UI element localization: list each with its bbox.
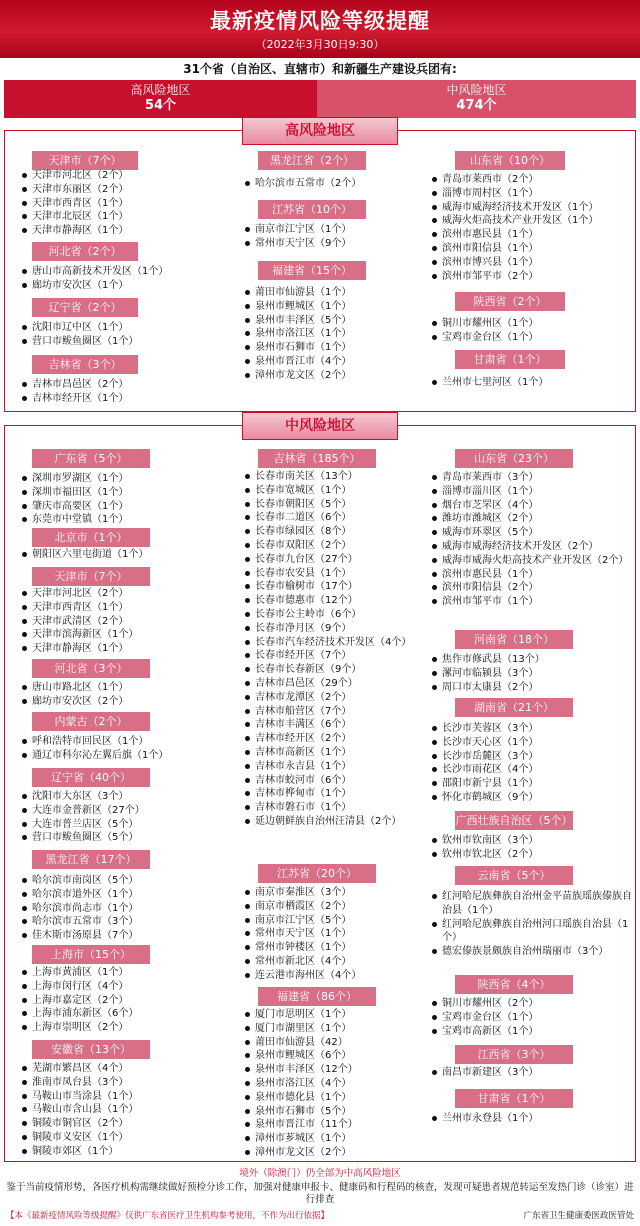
- list-item: 天津市河北区（2个）: [22, 587, 212, 601]
- list-item: 长春市净月区（9个）: [245, 622, 440, 636]
- mid-province-上海市: 上海市（15个）: [32, 945, 150, 964]
- list-item: 南京市秦淮区（3个）: [245, 886, 440, 900]
- list-item: 长春市南关区（13个）: [245, 470, 440, 484]
- list-item: 铜川市耀州区（1个）: [432, 317, 632, 331]
- list-item: 铜陵市义安区（1个）: [22, 1131, 212, 1145]
- mid-province-江苏省: 江苏省（20个）: [258, 864, 376, 883]
- high-area-list: [22, 378, 212, 406]
- list-item: 长春市榆树市（17个）: [245, 580, 440, 594]
- mid-province-黑龙江省: 黑龙江省（17个）: [32, 850, 150, 869]
- mid-risk-count: 474个: [456, 98, 497, 113]
- list-item: 淮南市凤台县（3个）: [22, 1076, 212, 1090]
- mid-area-list: [245, 886, 440, 983]
- list-item: 哈尔滨市尚志市（1个）: [22, 902, 212, 916]
- list-item: 吉林市永吉县（1个）: [245, 760, 440, 774]
- list-item: 长春市德惠市（12个）: [245, 594, 440, 608]
- footer: [6, 1209, 634, 1223]
- list-item: 朝阳区六里屯街道（1个）: [22, 548, 212, 562]
- mid-province-吉林省: 吉林省（185个）: [258, 449, 376, 468]
- list-item: 吉林市经开区（1个）: [22, 392, 212, 406]
- list-item: 滨州市邹平市（2个）: [432, 270, 632, 284]
- list-item: 厦门市思明区（1个）: [245, 1008, 440, 1022]
- mid-area-list: [22, 548, 212, 562]
- high-area-list: [22, 321, 212, 349]
- list-item: 长春市朝阳区（5个）: [245, 498, 440, 512]
- list-item: 宝鸡市金台区（1个）: [432, 331, 632, 345]
- high-province-甘肃省: 甘肃省（1个）: [455, 350, 565, 369]
- list-item: 连云港市海州区（4个）: [245, 969, 440, 983]
- list-item: 青岛市莱西市（3个）: [432, 471, 632, 485]
- list-item: 滨州市邹平市（1个）: [432, 595, 632, 609]
- list-item: 唐山市高新技术开发区（1个）: [22, 265, 212, 279]
- list-item: 烟台市芝罘区（4个）: [432, 499, 632, 513]
- mid-province-广西壮族自治区: 广西壮族自治区（5个）: [455, 811, 573, 830]
- mid-province-山东省: 山东省（23个）: [455, 449, 573, 468]
- mid-area-list: [432, 653, 632, 694]
- list-item: 泉州市石狮市（5个）: [245, 1105, 440, 1119]
- list-item: 吉林市经开区（2个）: [245, 732, 440, 746]
- list-item: 泉州市石狮市（1个）: [245, 341, 440, 355]
- mid-area-list: [22, 472, 212, 527]
- list-item: 周口市太康县（2个）: [432, 681, 632, 695]
- list-item: 焦作市修武县（13个）: [432, 653, 632, 667]
- list-item: 常州市天宁区（9个）: [245, 237, 440, 251]
- mid-province-河南省: 河南省（18个）: [455, 630, 573, 649]
- list-item: 天津市河北区（2个）: [22, 169, 212, 183]
- high-risk-count-box: [4, 80, 317, 118]
- list-item: 佳木斯市汤原县（7个）: [22, 929, 212, 943]
- mid-province-广东省: 广东省（5个）: [32, 449, 150, 468]
- list-item: 大连市金普新区（27个）: [22, 804, 212, 818]
- list-item: 吉林市蛟河市（6个）: [245, 774, 440, 788]
- mid-area-list: [432, 722, 632, 805]
- mid-province-云南省: 云南省（5个）: [455, 866, 573, 885]
- list-item: 哈尔滨市南岗区（5个）: [22, 874, 212, 888]
- high-province-福建省: 福建省（15个）: [258, 261, 366, 280]
- list-item: 泉州市鲤城区（1个）: [245, 300, 440, 314]
- list-item: 天津市东丽区（2个）: [22, 183, 212, 197]
- list-item: 长春市汽车经济技术开发区（4个）: [245, 636, 440, 650]
- mid-province-内蒙古: 内蒙古（2个）: [32, 712, 150, 731]
- list-item: 滨州市惠民县（1个）: [432, 228, 632, 242]
- list-item: 吉林市桦甸市（1个）: [245, 787, 440, 801]
- high-area-list: [245, 177, 440, 191]
- list-item: 吉林市磐石市（1个）: [245, 801, 440, 815]
- mid-province-湖南省: 湖南省（21个）: [455, 698, 573, 717]
- list-item: 天津市西青区（1个）: [22, 601, 212, 615]
- summary-line: 31个省（自治区、直辖市）和新疆生产建设兵团有:: [183, 62, 457, 76]
- list-item: 吉林市昌邑区（29个）: [245, 677, 440, 691]
- mid-area-list: [432, 834, 632, 862]
- advice-note: 鉴于当前疫情形势，各医疗机构需继续做好预检分诊工作，加强对健康申报卡、健康码和行程码的核查，发现可疑患者规范转运至发热门诊（诊室）进行排查: [6, 1182, 634, 1205]
- high-area-list: [245, 286, 440, 383]
- high-risk-banner: 高风险地区: [242, 117, 398, 145]
- list-item: 东莞市中堂镇（1个）: [22, 513, 212, 527]
- high-province-辽宁省: 辽宁省（2个）: [32, 298, 138, 317]
- mid-province-天津市: 天津市（7个）: [32, 567, 150, 586]
- mid-area-list: [22, 1062, 212, 1159]
- list-item: 厦门市湖里区（1个）: [245, 1022, 440, 1036]
- list-item: 长春市农安县（1个）: [245, 567, 440, 581]
- high-province-天津市: 天津市（7个）: [32, 151, 138, 170]
- list-item: 邵阳市新宁县（1个）: [432, 777, 632, 791]
- list-item: 长春市二道区（6个）: [245, 511, 440, 525]
- list-item: 泉州市晋江市（11个）: [245, 1118, 440, 1132]
- list-item: 哈尔滨市五常市（2个）: [245, 177, 440, 191]
- list-item: 上海市黄浦区（1个）: [22, 966, 212, 980]
- list-item: 钦州市钦南区（3个）: [432, 834, 632, 848]
- list-item: 莆田市仙游县（42）: [245, 1036, 440, 1050]
- list-item: 泉州市洛江区（1个）: [245, 327, 440, 341]
- list-item: 红河哈尼族彝族自治州金平苗族瑶族傣族自治县（1个）: [432, 890, 632, 918]
- list-item: 天津市滨海新区（1个）: [22, 628, 212, 642]
- list-item: 长沙市天心区（1个）: [432, 736, 632, 750]
- abroad-note: 境外（除澳门）仍全部为中高风险地区: [239, 1168, 401, 1179]
- high-province-河北省: 河北省（2个）: [32, 242, 138, 261]
- list-item: 沈阳市辽中区（1个）: [22, 321, 212, 335]
- list-item: 漳州市龙文区（2个）: [245, 369, 440, 383]
- list-item: 长沙市芙蓉区（3个）: [432, 722, 632, 736]
- list-item: 长春市绿园区（8个）: [245, 525, 440, 539]
- list-item: 漳州市龙文区（2个）: [245, 1146, 440, 1160]
- mid-area-list: [22, 681, 212, 709]
- mid-province-福建省: 福建省（86个）: [258, 987, 376, 1006]
- mid-province-辽宁省: 辽宁省（40个）: [32, 768, 150, 787]
- list-item: 深圳市罗湖区（1个）: [22, 472, 212, 486]
- mid-area-list: [245, 470, 440, 829]
- list-item: 马鞍山市含山县（1个）: [22, 1103, 212, 1117]
- high-area-list: [432, 317, 632, 345]
- page-title: 最新疫情风险等级提醒: [210, 8, 430, 33]
- list-item: 铜陵市郊区（1个）: [22, 1145, 212, 1159]
- list-item: 钦州市钦北区（2个）: [432, 848, 632, 862]
- issuer: 广东省卫生健康委医政医管处: [523, 1211, 634, 1221]
- high-area-list: [245, 223, 440, 251]
- list-item: 潍坊市潍城区（2个）: [432, 512, 632, 526]
- list-item: 威海市环翠区（5个）: [432, 526, 632, 540]
- list-item: 沈阳市大东区（3个）: [22, 790, 212, 804]
- list-item: 天津市静海区（1个）: [22, 642, 212, 656]
- list-item: 泉州市洛江区（4个）: [245, 1077, 440, 1091]
- high-area-list: [432, 173, 632, 283]
- list-item: 营口市鲅鱼圈区（1个）: [22, 335, 212, 349]
- mid-area-list: [22, 966, 212, 1035]
- list-item: 威海市威海经济技术开发区（2个）: [432, 540, 632, 554]
- list-item: 营口市鲅鱼圈区（5个）: [22, 831, 212, 845]
- list-item: 上海市浦东新区（6个）: [22, 1007, 212, 1021]
- list-item: 红河哈尼族彝族自治州河口瑶族自治县（1个）: [432, 918, 632, 946]
- mid-area-list: [22, 587, 212, 656]
- high-area-list: [22, 169, 212, 238]
- list-item: 淄博市淄川区（1个）: [432, 485, 632, 499]
- list-item: 滨州市阳信县（1个）: [432, 242, 632, 256]
- mid-area-list: [22, 874, 212, 943]
- list-item: 长春市经开区（7个）: [245, 649, 440, 663]
- list-item: 天津市西青区（1个）: [22, 197, 212, 211]
- list-item: 威海市威海经济技术开发区（1个）: [432, 201, 632, 215]
- list-item: 廊坊市安次区（2个）: [22, 695, 212, 709]
- list-item: 吉林市高新区（1个）: [245, 746, 440, 760]
- list-item: 怀化市鹤城区（9个）: [432, 791, 632, 805]
- list-item: 滨州市阳信县（2个）: [432, 581, 632, 595]
- list-item: 兰州市永登县（1个）: [432, 1112, 632, 1126]
- mid-area-list: [245, 1008, 440, 1160]
- list-item: 常州市新北区（4个）: [245, 955, 440, 969]
- list-item: 长春市双阳区（2个）: [245, 539, 440, 553]
- list-item: 上海市闵行区（4个）: [22, 980, 212, 994]
- high-province-吉林省: 吉林省（3个）: [32, 355, 138, 374]
- list-item: 滨州市惠民县（1个）: [432, 568, 632, 582]
- mid-province-安徽省: 安徽省（13个）: [32, 1040, 150, 1059]
- list-item: 漯河市临颍县（3个）: [432, 667, 632, 681]
- update-time: （2022年3月30日9:30）: [255, 38, 385, 51]
- mid-province-甘肃省: 甘肃省（1个）: [455, 1089, 573, 1108]
- list-item: 长春市九台区（27个）: [245, 553, 440, 567]
- list-item: 天津市武清区（2个）: [22, 615, 212, 629]
- list-item: 吉林市丰满区（6个）: [245, 718, 440, 732]
- list-item: 泉州市晋江市（4个）: [245, 355, 440, 369]
- high-risk-count: 54个: [144, 98, 177, 113]
- mid-area-list: [432, 890, 632, 959]
- list-item: 威海市威海火炬高技术产业开发区（2个）: [432, 554, 632, 568]
- list-item: 铜川市耀州区（2个）: [432, 997, 632, 1011]
- mid-risk-banner: 中风险地区: [242, 412, 398, 440]
- high-province-山东省: 山东省（10个）: [455, 151, 565, 170]
- list-item: 延边朝鲜族自治州汪清县（2个）: [245, 815, 440, 829]
- list-item: 吉林市龙潭区（2个）: [245, 691, 440, 705]
- list-item: 马鞍山市当涂县（1个）: [22, 1090, 212, 1104]
- list-item: 吉林市昌邑区（2个）: [22, 378, 212, 392]
- list-item: 泉州市丰泽区（12个）: [245, 1063, 440, 1077]
- list-item: 威海火炬高技术产业开发区（1个）: [432, 214, 632, 228]
- list-item: 漳州市芗城区（1个）: [245, 1132, 440, 1146]
- high-province-陕西省: 陕西省（2个）: [455, 292, 565, 311]
- list-item: 南京市江宁区（1个）: [245, 223, 440, 237]
- list-item: 宝鸡市金台区（1个）: [432, 1011, 632, 1025]
- list-item: 上海市崇明区（2个）: [22, 1021, 212, 1035]
- list-item: 长沙市雨花区（4个）: [432, 763, 632, 777]
- list-item: 泉州市丰泽区（5个）: [245, 314, 440, 328]
- high-area-list: [22, 265, 212, 293]
- high-province-江苏省: 江苏省（10个）: [258, 200, 366, 219]
- list-item: 大连市普兰店区（5个）: [22, 818, 212, 832]
- mid-province-陕西省: 陕西省（4个）: [455, 975, 573, 994]
- list-item: 南京市江宁区（5个）: [245, 914, 440, 928]
- list-item: 淄博市周村区（1个）: [432, 187, 632, 201]
- mid-province-河北省: 河北省（3个）: [32, 659, 150, 678]
- mid-area-list: [432, 1112, 632, 1126]
- list-item: 哈尔滨市道外区（1个）: [22, 888, 212, 902]
- list-item: 常州市天宁区（1个）: [245, 927, 440, 941]
- mid-risk-count-box: [317, 80, 636, 118]
- list-item: 吉林市船营区（7个）: [245, 705, 440, 719]
- mid-area-list: [432, 471, 632, 609]
- list-item: 泉州市鲤城区（6个）: [245, 1049, 440, 1063]
- mid-area-list: [432, 1066, 632, 1080]
- list-item: 滨州市博兴县（1个）: [432, 256, 632, 270]
- list-item: 德宏傣族景颇族自治州瑞丽市（3个）: [432, 945, 632, 959]
- mid-area-list: [22, 735, 212, 763]
- header-banner: [0, 0, 640, 58]
- list-item: 深圳市福田区（1个）: [22, 486, 212, 500]
- list-item: 常州市钟楼区（1个）: [245, 941, 440, 955]
- high-area-list: [432, 376, 632, 390]
- list-item: 长春市宽城区（1个）: [245, 484, 440, 498]
- list-item: 兰州市七里河区（1个）: [432, 376, 632, 390]
- list-item: 肇庆市高要区（1个）: [22, 500, 212, 514]
- list-item: 长春市公主岭市（6个）: [245, 608, 440, 622]
- list-item: 长沙市岳麓区（3个）: [432, 750, 632, 764]
- list-item: 莆田市仙游县（1个）: [245, 286, 440, 300]
- list-item: 芜湖市繁昌区（4个）: [22, 1062, 212, 1076]
- list-item: 宝鸡市高新区（1个）: [432, 1025, 632, 1039]
- list-item: 青岛市莱西市（2个）: [432, 173, 632, 187]
- list-item: 唐山市路北区（1个）: [22, 681, 212, 695]
- list-item: 上海市嘉定区（2个）: [22, 994, 212, 1008]
- mid-area-list: [432, 997, 632, 1038]
- list-item: 哈尔滨市五常市（3个）: [22, 915, 212, 929]
- list-item: 呼和浩特市回民区（1个）: [22, 735, 212, 749]
- list-item: 长春市长春新区（9个）: [245, 663, 440, 677]
- list-item: 泉州市德化县（1个）: [245, 1091, 440, 1105]
- high-risk-label: 高风险地区: [130, 83, 191, 97]
- disclaimer: 【本《最新疫情风险等级提醒》仅供广东省医疗卫生机构参考使用，不作为出行依据】: [6, 1211, 330, 1221]
- mid-area-list: [22, 790, 212, 845]
- mid-risk-label: 中风险地区: [446, 83, 507, 97]
- list-item: 廊坊市安次区（1个）: [22, 279, 212, 293]
- list-item: 天津市静海区（1个）: [22, 224, 212, 238]
- list-item: 南昌市新建区（3个）: [432, 1066, 632, 1080]
- list-item: 天津市北辰区（1个）: [22, 210, 212, 224]
- high-province-黑龙江省: 黑龙江省（2个）: [258, 151, 366, 170]
- mid-province-北京市: 北京市（1个）: [32, 528, 150, 547]
- list-item: 铜陵市铜官区（2个）: [22, 1117, 212, 1131]
- list-item: 南京市栖霞区（2个）: [245, 900, 440, 914]
- mid-province-江西省: 江西省（3个）: [455, 1045, 573, 1064]
- list-item: 通辽市科尔沁左翼后旗（1个）: [22, 749, 212, 763]
